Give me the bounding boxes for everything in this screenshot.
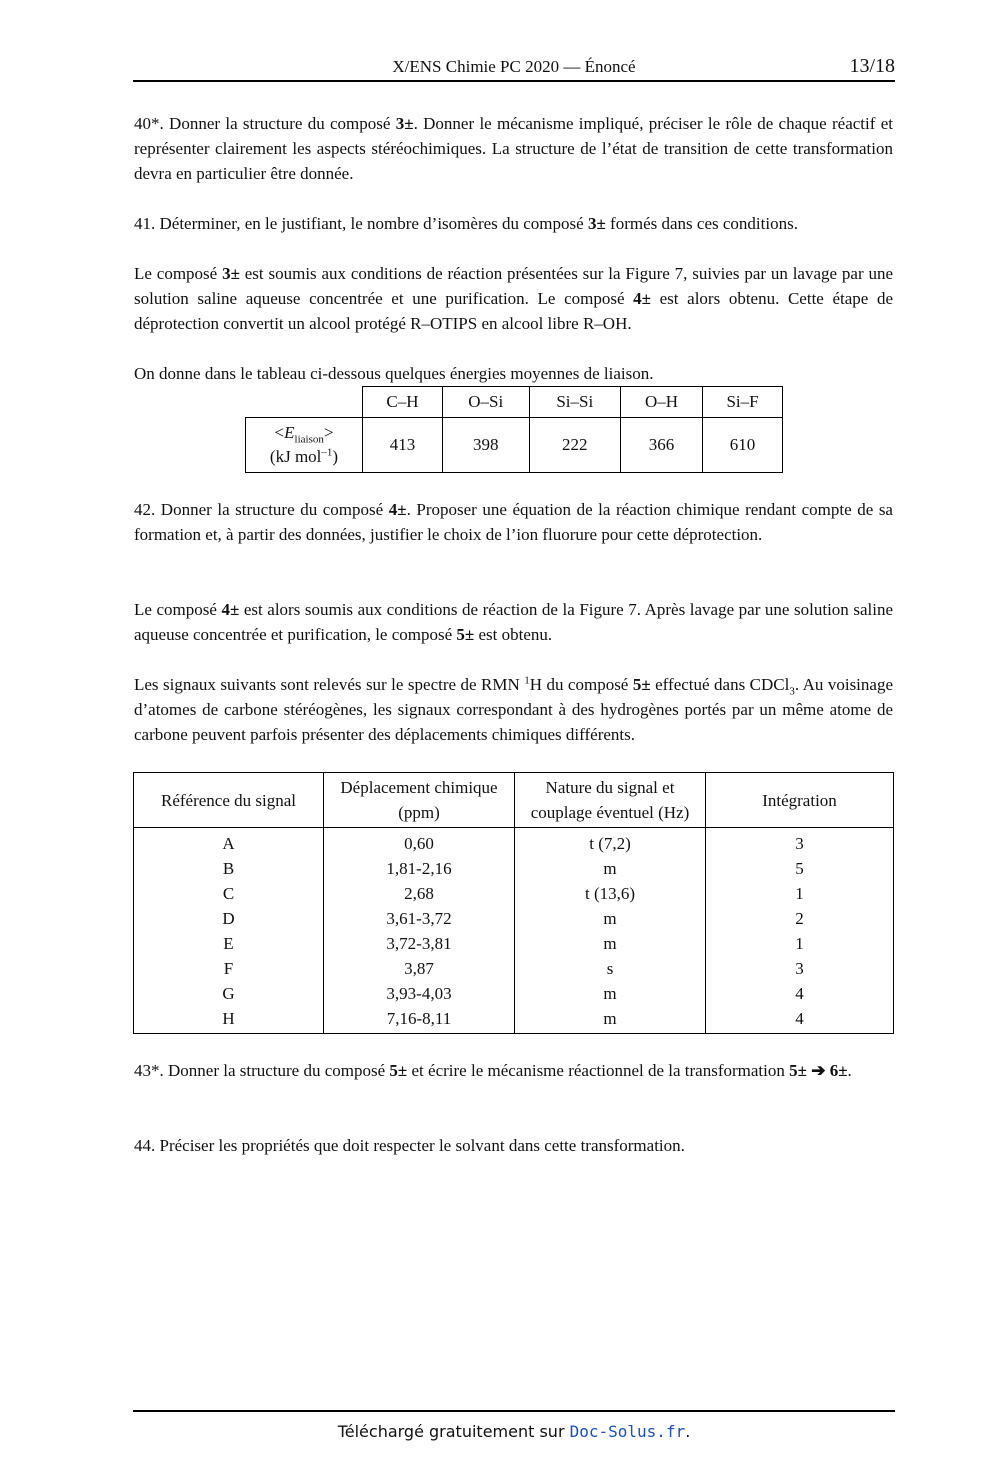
nmr-header-shift — [324, 773, 515, 828]
page-number: 13/18 — [849, 55, 895, 77]
p1-text: est soumis aux conditions de réaction présentées sur la Figure 7, suivies par un lavage par une solution saline aqueuse concentrée et une purification. Le composé — [134, 264, 894, 308]
footer-text — [133, 1422, 895, 1441]
footer-link[interactable]: Doc-Solus.fr — [569, 1422, 686, 1441]
compound-ref: 4± — [221, 600, 240, 619]
header-line: (ppm) — [398, 803, 440, 822]
question-41 — [134, 211, 893, 236]
energy-value-cell: 413 — [363, 418, 443, 473]
energy-value-cell: 366 — [620, 418, 702, 473]
energy-header-cell: Si–F — [703, 387, 783, 418]
nmr-header-integration — [706, 773, 894, 828]
empty-corner-cell — [246, 387, 363, 418]
question-43 — [134, 1058, 893, 1083]
table-row — [134, 856, 894, 881]
nmr-cell: 3,93-4,03 — [324, 981, 515, 1006]
nmr-cell: 3,61-3,72 — [324, 906, 515, 931]
table-row — [134, 931, 894, 956]
header-line: couplage éventuel (Hz) — [530, 803, 690, 822]
p3-text: est obtenu. — [474, 625, 553, 644]
energy-value-cell: 222 — [529, 418, 620, 473]
p3-text: est alors soumis aux conditions de réaction de la Figure 7. Après lavage par une solution saline aqueuse concentrée et purification, le composé — [134, 600, 893, 644]
nmr-cell: F — [134, 956, 324, 981]
nmr-cell: 5 — [706, 856, 894, 881]
p3-text: Le composé — [134, 600, 222, 619]
nmr-cell: 3,87 — [324, 956, 515, 981]
nmr-header-nature — [515, 773, 706, 828]
nmr-cell: 2,68 — [324, 881, 515, 906]
q43-text-end: . — [847, 1061, 852, 1080]
bond-energy-table — [245, 386, 783, 473]
nmr-header-row — [134, 773, 894, 828]
question-40 — [134, 111, 893, 186]
nmr-cell: 3 — [706, 828, 894, 857]
nmr-cell: C — [134, 881, 324, 906]
nmr-cell: m — [515, 906, 706, 931]
energy-value-cell: 398 — [442, 418, 529, 473]
nmr-cell: t (7,2) — [515, 828, 706, 857]
nmr-table-body — [134, 828, 894, 1034]
nmr-cell: m — [515, 1006, 706, 1034]
p1-text: est alors obtenu. Cette étape de déprotection convertit un alcool protégé R–OTIPS en alcool libre R–OH. — [134, 289, 894, 333]
nmr-cell: D — [134, 906, 324, 931]
question-44: 44. Préciser les propriétés que doit respecter le solvant dans cette transformation. — [134, 1136, 685, 1155]
p4-text: H du composé — [529, 675, 633, 694]
table-row — [134, 956, 894, 981]
p4-text: effectué dans CDCl — [650, 675, 790, 694]
document-title: X/ENS Chimie PC 2020 — Énoncé — [392, 57, 636, 76]
q40-text-cont: . Donner le mécanisme impliqué, préciser le rôle de chaque réactif et représenter clairement les aspects stéréochimiques. La structure de l’état de transition de cette transformation devra en particulier être donnée. — [134, 114, 893, 183]
label-part: > — [323, 423, 334, 442]
header-line: Intégration — [762, 790, 837, 810]
nmr-signal-table — [133, 772, 894, 1034]
compound-ref: 3± — [222, 264, 240, 283]
table-row — [134, 906, 894, 931]
nmr-cell: 1,81-2,16 — [324, 856, 515, 881]
q43-text-cont: et écrire le mécanisme réactionnel de la transformation — [407, 1061, 790, 1080]
footer-prefix: Téléchargé gratuitement sur — [337, 1422, 570, 1441]
header-line: Référence du signal — [161, 790, 296, 810]
nmr-cell: 1 — [706, 881, 894, 906]
nmr-cell: H — [134, 1006, 324, 1034]
energy-value-cell: 610 — [703, 418, 783, 473]
nmr-cell: G — [134, 981, 324, 1006]
label-part: < — [274, 423, 285, 442]
q41-text-cont: formés dans ces conditions. — [605, 214, 798, 233]
p4-text: . Au voisinage d’atomes de carbone stéréogènes, les signaux correspondant à des hydrogènes portés par un même atome de carbone peuvent parfois présenter des déplacements chimiques différents. — [134, 675, 893, 744]
label-part: E — [284, 423, 295, 442]
p4-sub: 3 — [789, 685, 795, 698]
label-part: liaison — [294, 433, 324, 446]
energy-header-cell: C–H — [363, 387, 443, 418]
nmr-cell: 7,16-8,11 — [324, 1006, 515, 1034]
question-42 — [134, 497, 893, 547]
label-part: –1 — [321, 446, 333, 459]
label-part: (kJ mol — [269, 447, 322, 466]
paragraph-compound-5 — [134, 597, 893, 647]
energy-value-row — [246, 418, 783, 473]
compound-ref: 5± — [632, 675, 651, 694]
nmr-cell: s — [515, 956, 706, 981]
table-row — [134, 828, 894, 857]
compound-ref: 3± — [587, 214, 606, 233]
nmr-cell: B — [134, 856, 324, 881]
header-line: Nature du signal et — [545, 778, 675, 797]
compound-ref: 5± — [389, 1061, 408, 1080]
label-part: ) — [332, 447, 339, 466]
page-header — [133, 52, 895, 82]
q42-text-cont: . Proposer une équation de la réaction chimique rendant compte de sa formation et, à partir des données, justifier le choix de l’ion fluorure pour cette déprotection. — [134, 500, 893, 544]
energy-row-label — [246, 418, 363, 473]
p1-text: Le composé — [134, 264, 223, 283]
page-footer — [133, 1410, 895, 1441]
energy-header-cell: Si–Si — [529, 387, 620, 418]
energy-header-cell: O–H — [620, 387, 702, 418]
q42-text: 42. Donner la structure du composé — [134, 500, 389, 519]
nmr-cell: 3 — [706, 956, 894, 981]
q40-text: 40*. Donner la structure du composé — [134, 114, 396, 133]
energy-header-cell: O–Si — [442, 387, 529, 418]
nmr-cell: m — [515, 931, 706, 956]
nmr-cell: E — [134, 931, 324, 956]
paragraph-deprotection — [134, 261, 893, 336]
table-row — [134, 981, 894, 1006]
nmr-cell: 2 — [706, 906, 894, 931]
nmr-cell: 0,60 — [324, 828, 515, 857]
header-line: Déplacement chimique — [340, 778, 498, 797]
table-row — [134, 881, 894, 906]
energy-header-row — [246, 387, 783, 418]
paragraph-nmr-intro — [134, 672, 893, 747]
nmr-cell: 1 — [706, 931, 894, 956]
q43-text: 43*. Donner la structure du composé — [134, 1061, 390, 1080]
compound-ref: 4± — [633, 289, 652, 308]
nmr-cell: 3,72-3,81 — [324, 931, 515, 956]
paragraph-energies-intro: On donne dans le tableau ci-dessous quelques énergies moyennes de liaison. — [134, 364, 654, 383]
p4-text: Les signaux suivants sont relevés sur le spectre de RMN — [134, 675, 525, 694]
table-row — [134, 1006, 894, 1034]
nmr-cell: t (13,6) — [515, 881, 706, 906]
p4-sup: 1 — [524, 674, 530, 687]
q41-text: 41. Déterminer, en le justifiant, le nombre d’isomères du composé — [134, 214, 588, 233]
compound-ref: 5± — [456, 625, 475, 644]
nmr-header-reference — [134, 773, 324, 828]
nmr-cell: 4 — [706, 1006, 894, 1034]
nmr-cell: m — [515, 856, 706, 881]
compound-ref: 3± — [395, 114, 414, 133]
footer-suffix: . — [685, 1422, 691, 1441]
nmr-cell: A — [134, 828, 324, 857]
nmr-cell: m — [515, 981, 706, 1006]
compound-ref: 4± — [388, 500, 407, 519]
transformation-ref: 5± ➔ 6± — [789, 1061, 848, 1080]
nmr-cell: 4 — [706, 981, 894, 1006]
